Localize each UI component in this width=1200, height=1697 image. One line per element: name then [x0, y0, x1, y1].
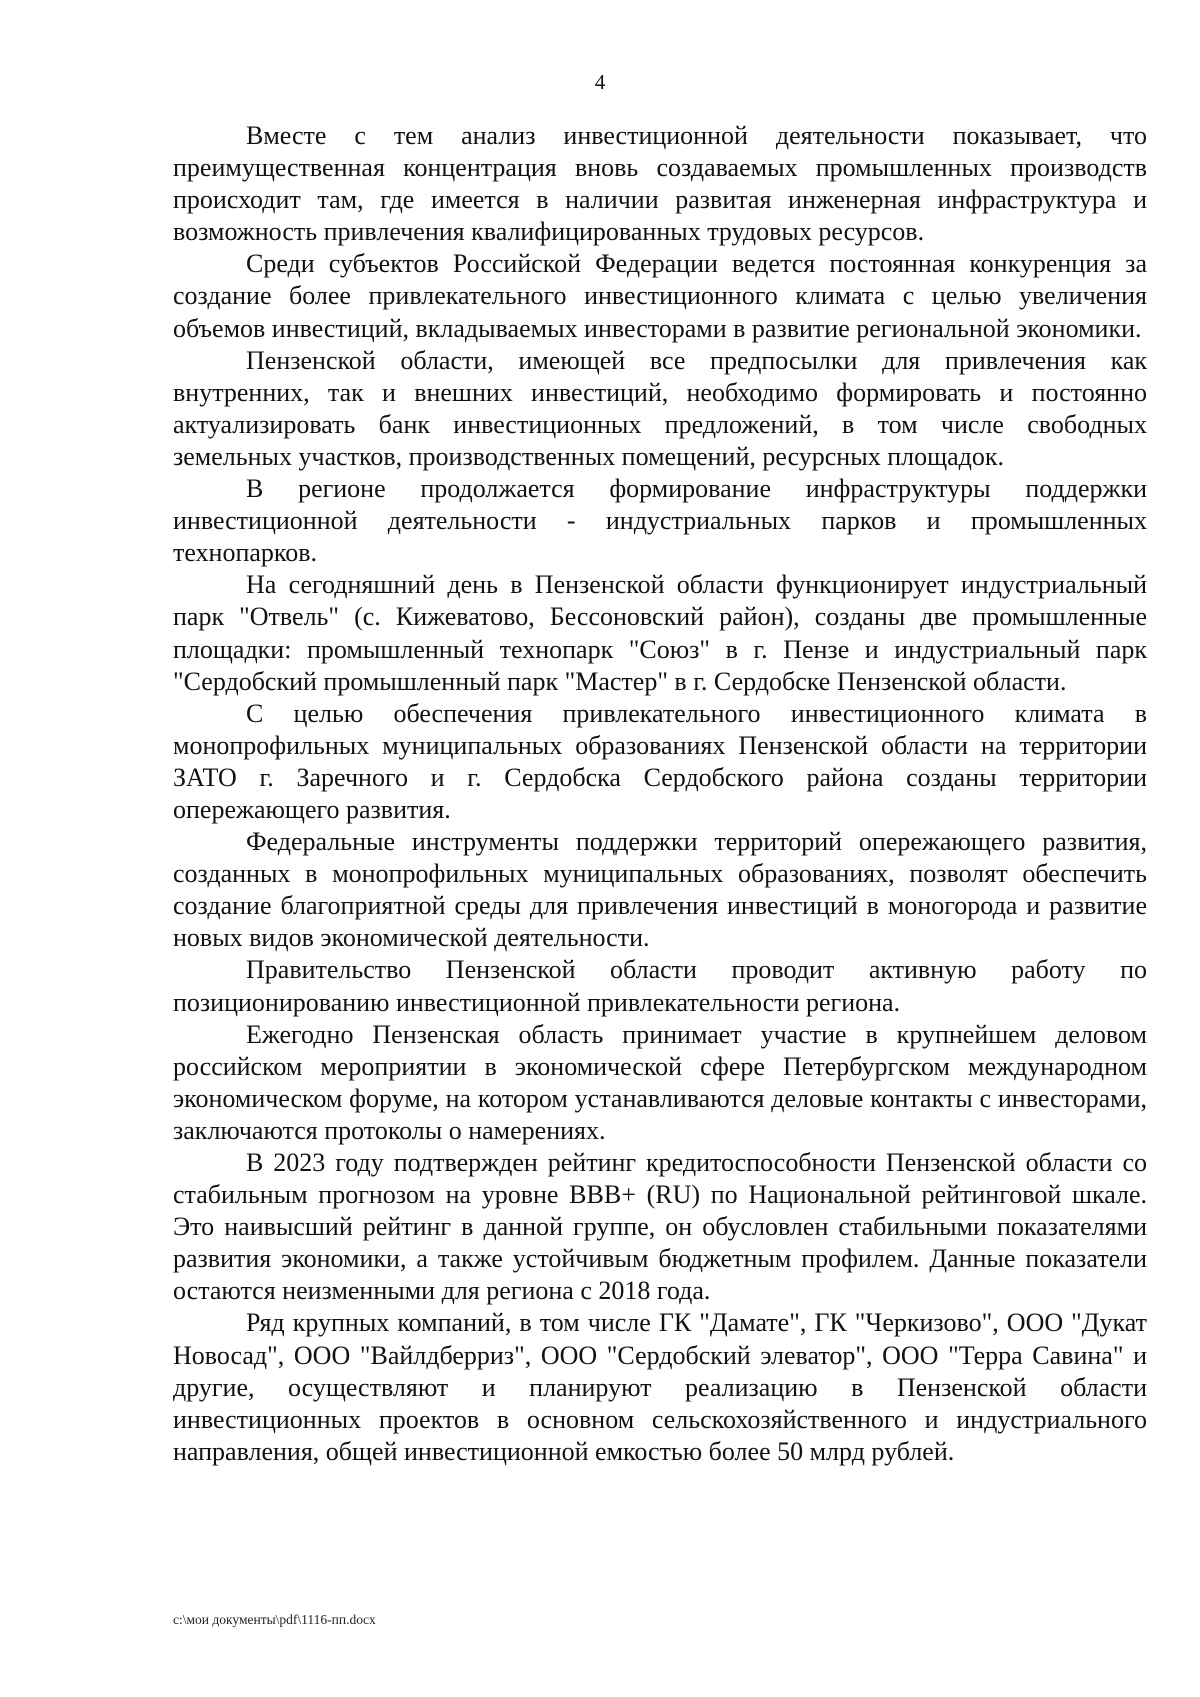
paragraph-credit-rating: В 2023 году подтвержден рейтинг кредитоспособности Пензенской области со стабильным прогнозом на уровне BBB+ (RU) по Национальной рейтинговой шкале. Это наивысший рейтинг в данной группе, он обусловлен стабильными показателями развития экономики, а также устойчивым бюджетным профилем. Данные показатели остаются неизменными для региона с 2018 года.	[173, 1148, 1147, 1306]
footer-file-path: c:\мои документы\pdf\1116-пп.docx	[173, 1612, 376, 1627]
paragraph-competition: Среди субъектов Российской Федерации ведется постоянная конкуренция за создание более привлекательного инвестиционного климата с целью увеличения объемов инвестиций, вкладываемых инвесторами в развитие региональной экономики.	[173, 249, 1147, 343]
paragraph-investment-analysis: Вместе с тем анализ инвестиционной деятельности показывает, что преимущественная концентрация вновь создаваемых промышленных производств происходит там, где имеется в наличии развитая инженерная инфраструктура и возможность привлечения квалифицированных трудовых ресурсов.	[173, 121, 1147, 247]
paragraph-infrastructure: В регионе продолжается формирование инфраструктуры поддержки инвестиционной деятельности - индустриальных парков и промышленных технопарков.	[173, 474, 1147, 568]
paragraph-companies: Ряд крупных компаний, в том числе ГК "Дамате", ГК "Черкизово", ООО "Дукат Новосад", ООО "Вайлдберриз", ООО "Сердобский элеватор", ООО "Терра Савина" и другие, осуществляют и планируют реализацию в Пензенской области инвестиционных проектов в основном сельскохозяйственного и индустриального направления, общей инвестиционной емкостью более 50 млрд рублей.	[173, 1308, 1147, 1466]
page-number: 4	[594, 70, 606, 94]
paragraph-advanced-development: С целью обеспечения привлекательного инвестиционного климата в монопрофильных муниципальных образованиях Пензенской области на территории ЗАТО г. Заречного и г. Сердобска Сердобского района созданы территории опережающего развития.	[173, 698, 1147, 824]
document-body	[173, 120, 1147, 1468]
paragraph-federal-instruments: Федеральные инструменты поддержки территорий опережающего развития, созданных в монопрофильных муниципальных образованиях, позволят обеспечить создание благоприятной среды для привлечения инвестиций в моногорода и развитие новых видов экономической деятельности.	[173, 827, 1147, 953]
paragraph-government-work: Правительство Пензенской области проводит активную работу по позиционированию инвестиционной привлекательности региона.	[173, 955, 1147, 1017]
paragraph-economic-forum: Ежегодно Пензенская область принимает участие в крупнейшем деловом российском мероприятии в экономической сфере Петербургском международном экономическом форуме, на котором устанавливаются деловые контакты с инвесторами, заключаются протоколы о намерениях.	[173, 1019, 1147, 1145]
paragraph-investment-bank: Пензенской области, имеющей все предпосылки для привлечения как внутренних, так и внешних инвестиций, необходимо формировать и постоянно актуализировать банк инвестиционных предложений, в том числе свободных земельных участков, производственных помещений, ресурсных площадок.	[173, 345, 1147, 471]
paragraph-industrial-parks: На сегодняшний день в Пензенской области функционирует индустриальный парк "Отвель" (с. Кижеватово, Бессоновский район), созданы две промышленные площадки: промышленный технопарк "Союз" в г. Пензе и индустриальный парк "Сердобский промышленный парк "Мастер" в г. Сердобске Пензенской области.	[173, 570, 1147, 696]
